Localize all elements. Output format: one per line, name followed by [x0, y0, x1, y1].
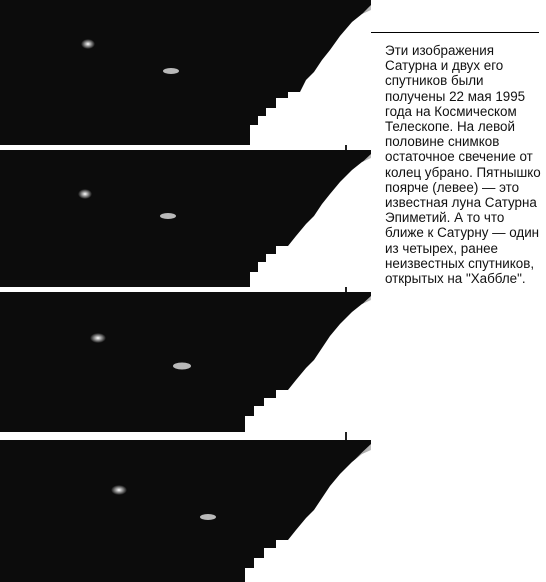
saturn-limb	[245, 450, 371, 582]
saturn-image-panel-4	[0, 440, 371, 582]
top-rule-line	[371, 32, 539, 33]
moon-epimetheus	[90, 333, 106, 343]
moon-epimetheus	[111, 485, 127, 495]
image-caption: Эти изображения Сатурна и двух его спутников были получены 22 мая 1995 года на Космическом Телескопе. На левой половине снимков остаточное свечение от колец убрано. Пятнышко поярче (левее) — это известная луна Сатурна Эпиметий. А то что ближе к Сатурну — один из четырех, ранее неизвестных спутников, открытых на "Хаббле".	[385, 43, 541, 287]
saturn-image-panel-1	[0, 0, 371, 145]
saturn-limb	[250, 158, 371, 287]
moon-new-satellite	[173, 363, 191, 370]
saturn-image-panel-3	[0, 292, 371, 432]
moon-new-satellite	[163, 68, 179, 74]
saturn-limb	[250, 10, 371, 145]
moon-new-satellite	[160, 213, 176, 219]
moon-new-satellite	[200, 514, 216, 520]
saturn-image-panel-2	[0, 150, 371, 287]
moon-epimetheus	[81, 39, 95, 49]
saturn-limb	[245, 300, 371, 432]
moon-epimetheus	[78, 189, 92, 199]
